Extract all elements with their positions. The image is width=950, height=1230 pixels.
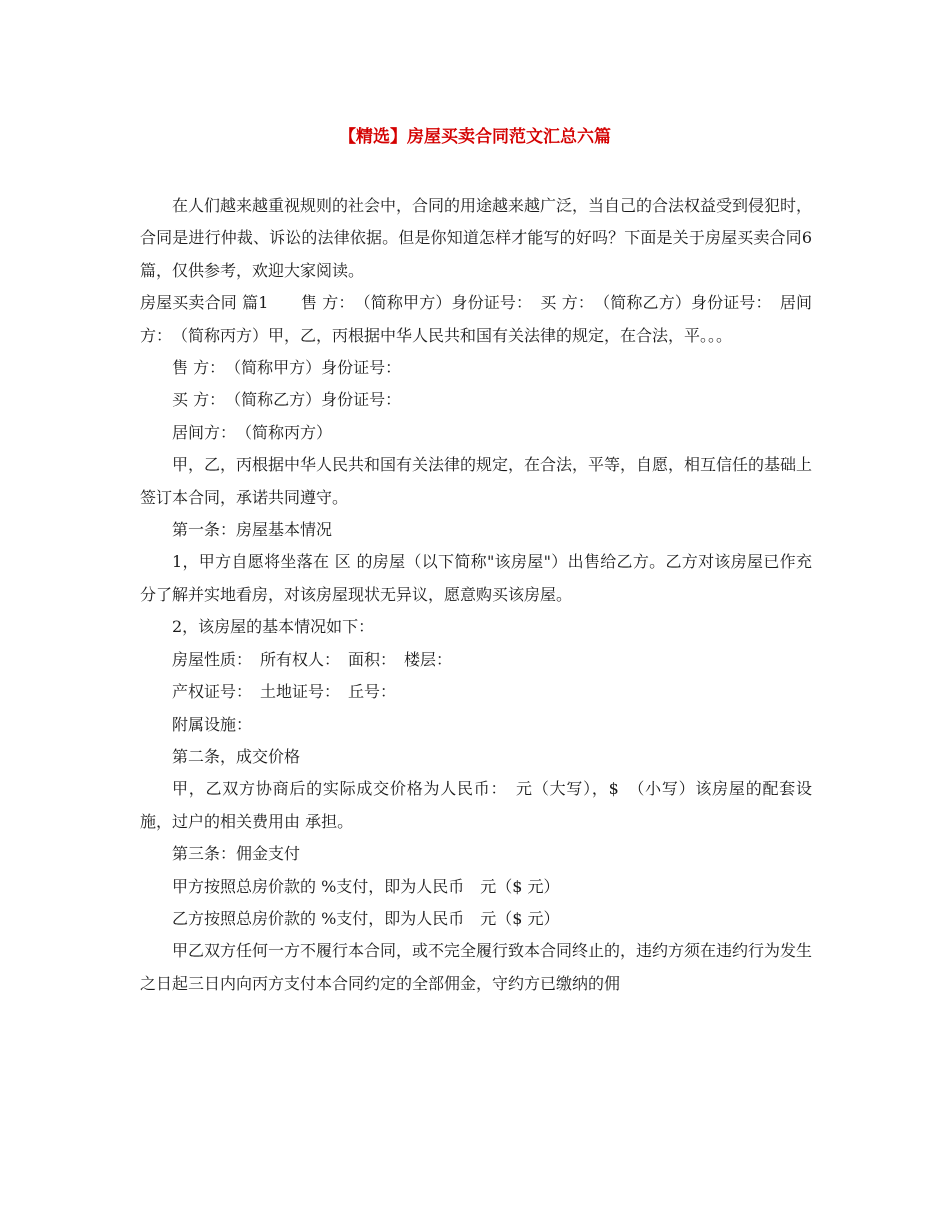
paragraph-article-3-heading: 第三条：佣金支付 xyxy=(172,844,301,864)
paragraph-contract-heading: 房屋买卖合同 篇1 售 方： （简称甲方）身份证号： 买 方： （简称乙方）身份证号： 居间方： （简称丙方）甲，乙，丙根据中华人民共和国有关法律的规定，在合法，平。。。 xyxy=(140,293,812,345)
paragraph-seller: 售 方： （简称甲方）身份证号： xyxy=(172,358,402,378)
paragraph-price: 甲，乙双方协商后的实际成交价格为人民币： 元（大写），$ （小写）该房屋的配套设施，过户的相关费用由 承担。 xyxy=(140,779,812,831)
document-body xyxy=(140,190,812,1000)
document-title: 【精选】房屋买卖合同范文汇总六篇 xyxy=(339,127,611,147)
paragraph-certificate-numbers: 产权证号： 土地证号： 丘号： xyxy=(172,682,397,702)
paragraph-party-b-commission: 乙方按照总房价款的 %支付，即为人民币 元（$ 元） xyxy=(172,908,560,928)
paragraph-intro: 在人们越来越重视规则的社会中，合同的用途越来越广泛，当自己的合法权益受到侵犯时，合同是进行仲裁、诉讼的法律依据。但是你知道怎样才能写的好吗？下面是关于房屋买卖合同6篇，仅供参考，欢迎大家阅读。 xyxy=(140,196,813,280)
paragraph-article-1-item-1: 1，甲方自愿将坐落在 区 的房屋（以下简称"该房屋"）出售给乙方。乙方对该房屋已作充分了解并实地看房，对该房屋现状无异议，愿意购买该房屋。 xyxy=(140,552,812,604)
paragraph-article-1-item-2: 2，该房屋的基本情况如下： xyxy=(172,617,375,637)
paragraph-party-a-commission: 甲方按照总房价款的 %支付，即为人民币 元（$ 元） xyxy=(172,876,560,896)
paragraph-facilities: 附属设施： xyxy=(172,714,253,734)
paragraph-buyer: 买 方： （简称乙方）身份证号： xyxy=(172,390,402,410)
paragraph-property-nature: 房屋性质： 所有权人： 面积： 楼层： xyxy=(172,649,453,669)
paragraph-article-1-heading: 第一条：房屋基本情况 xyxy=(172,520,333,540)
paragraph-article-2-heading: 第二条，成交价格 xyxy=(172,746,301,766)
paragraph-breach: 甲乙双方任何一方不履行本合同，或不完全履行致本合同终止的，违约方须在违约行为发生之日起三日内向丙方支付本合同约定的全部佣金，守约方已缴纳的佣 xyxy=(140,941,813,993)
paragraph-preamble: 甲，乙，丙根据中华人民共和国有关法律的规定，在合法，平等，自愿，相互信任的基础上签订本合同，承诺共同遵守。 xyxy=(140,455,813,507)
paragraph-intermediary: 居间方： （简称丙方） xyxy=(172,422,333,442)
